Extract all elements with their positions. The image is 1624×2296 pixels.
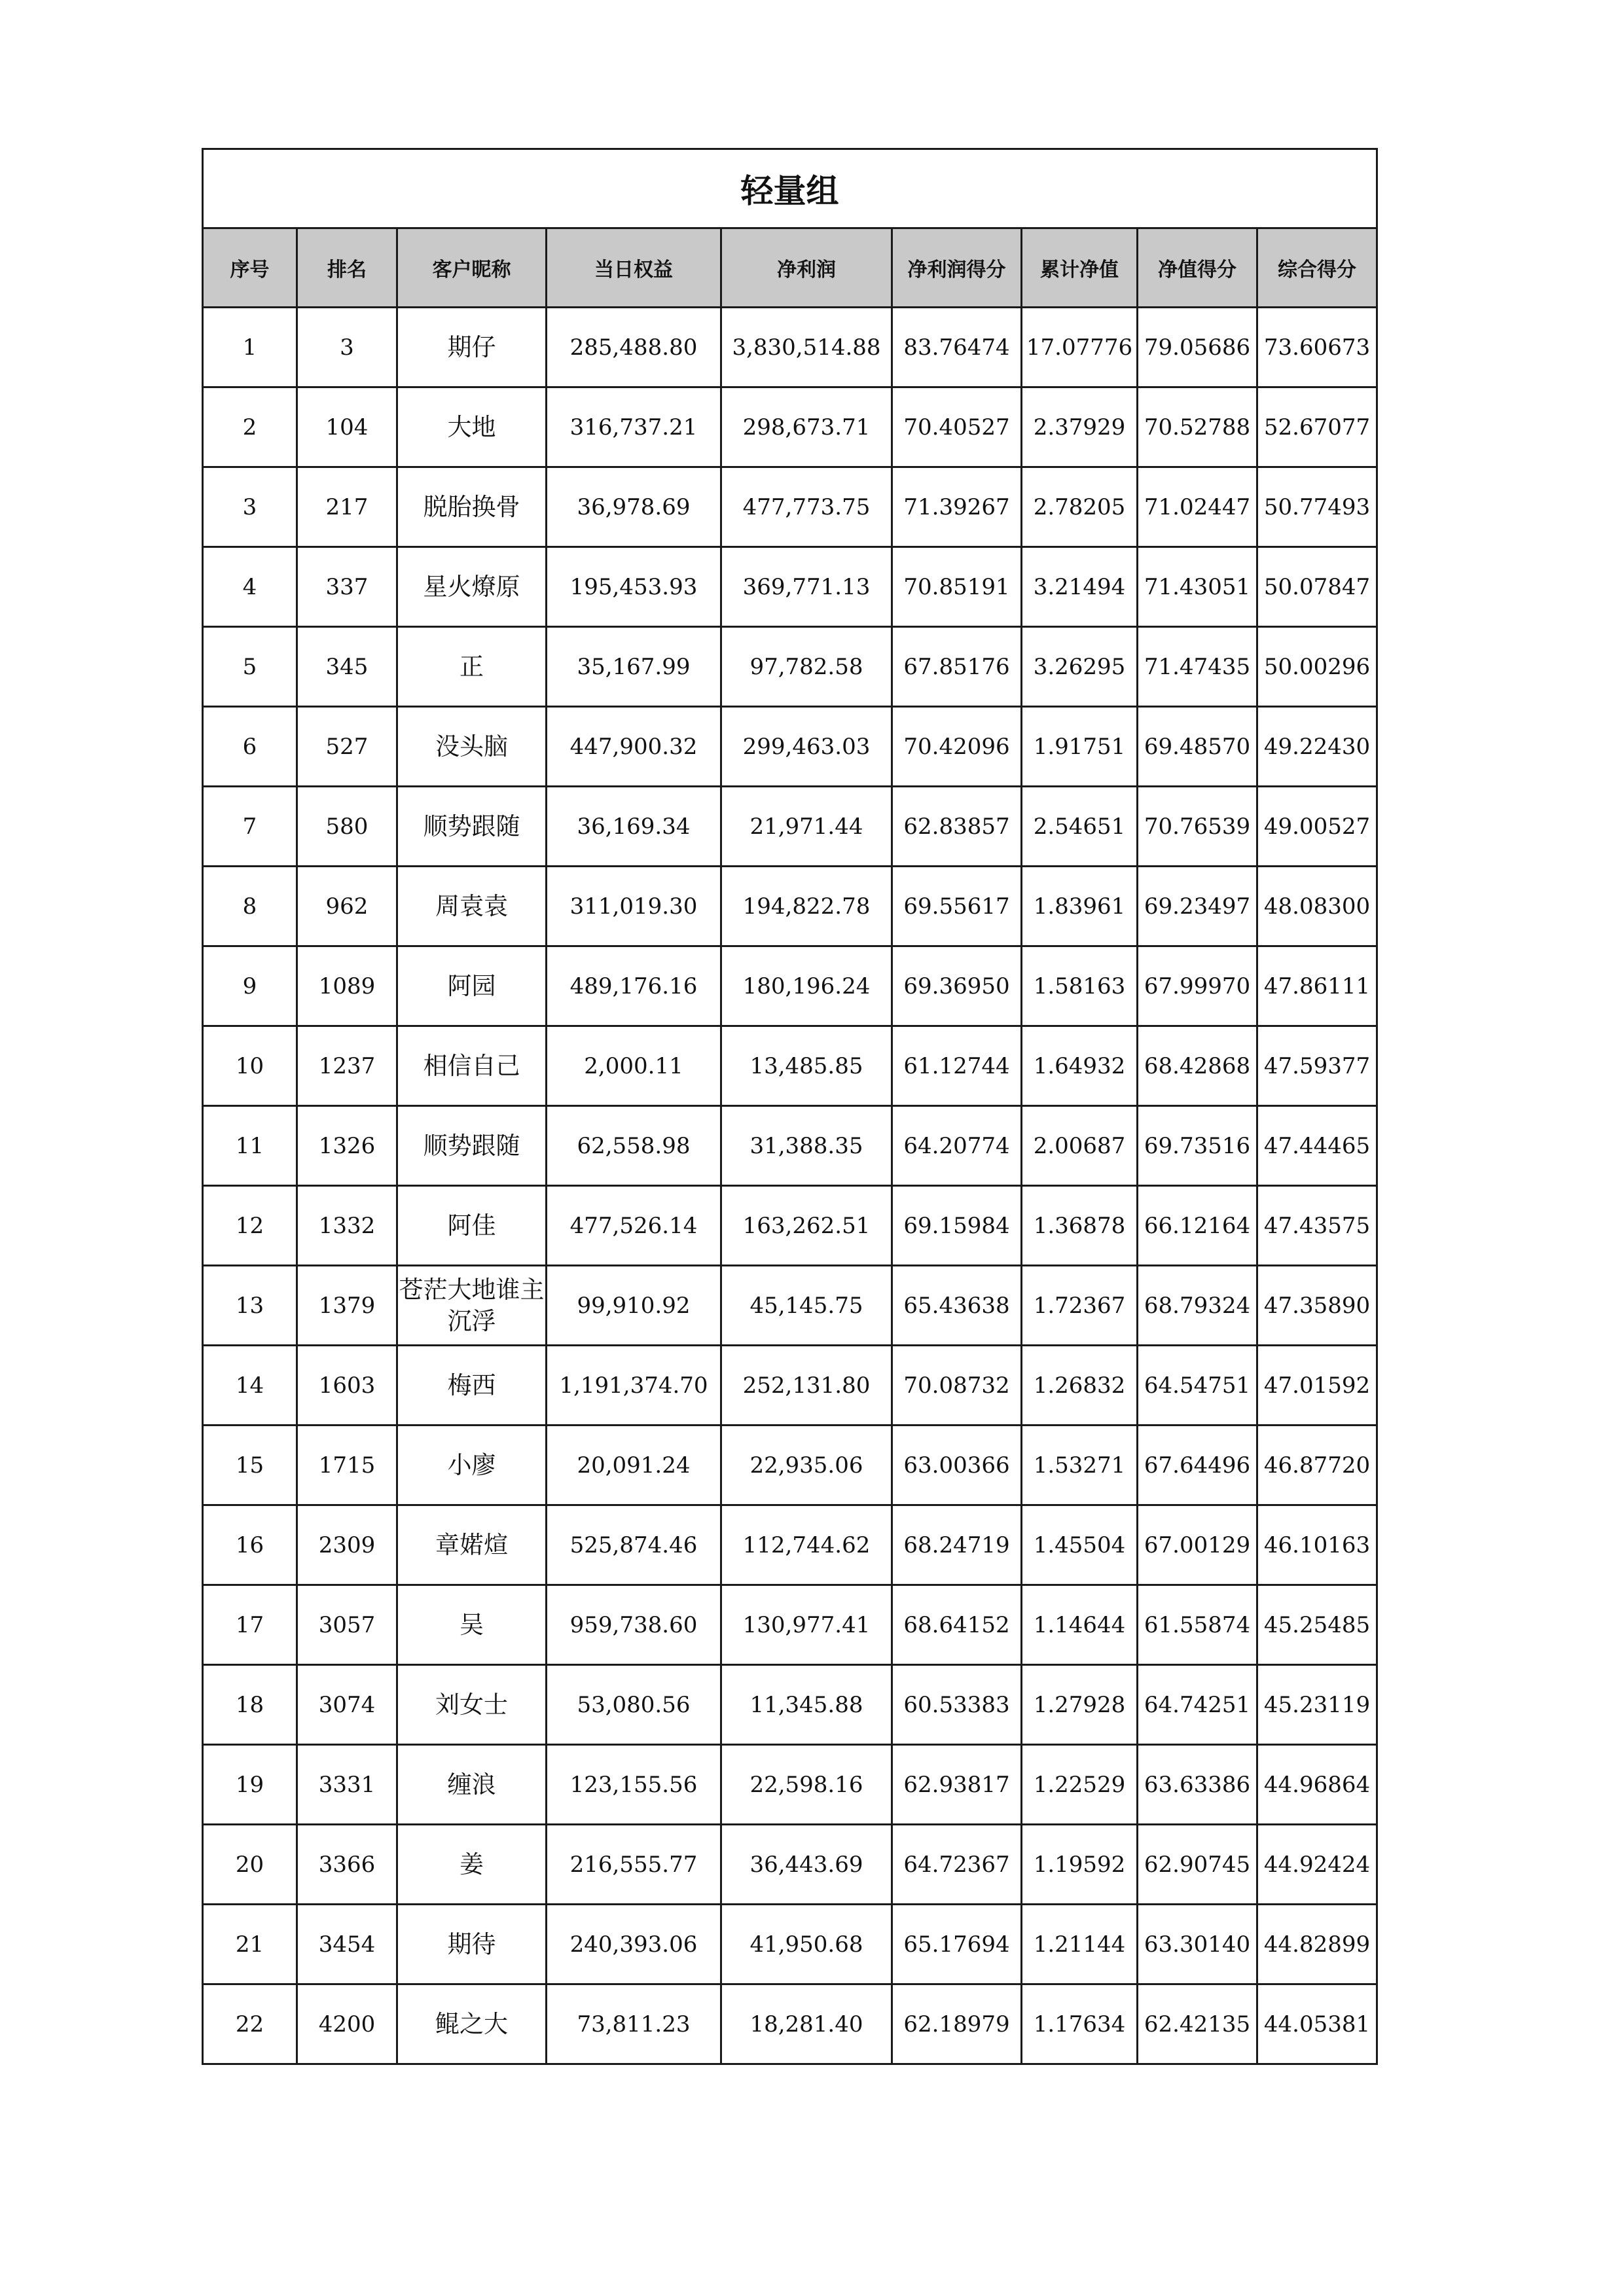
cell-net-profit-score: 61.12744 — [892, 1026, 1022, 1106]
cell-rank: 1379 — [297, 1266, 397, 1346]
table-row — [203, 1426, 1377, 1505]
cell-net-profit: 41,950.68 — [721, 1905, 892, 1984]
table-header-row — [203, 228, 1377, 308]
cell-index: 17 — [203, 1585, 297, 1665]
table-title: 轻量组 — [203, 149, 1377, 228]
cell-daily-equity: 36,169.34 — [547, 787, 721, 867]
cell-nickname: 大地 — [397, 387, 547, 467]
table-row — [203, 1505, 1377, 1585]
cell-net-profit-score: 64.20774 — [892, 1106, 1022, 1186]
cell-cumulative-nav: 1.27928 — [1022, 1665, 1138, 1745]
cell-net-profit: 11,345.88 — [721, 1665, 892, 1745]
cell-net-profit-score: 70.08732 — [892, 1346, 1022, 1426]
cell-rank: 3 — [297, 308, 397, 387]
cell-daily-equity: 316,737.21 — [547, 387, 721, 467]
cell-nav-score: 62.90745 — [1138, 1825, 1257, 1905]
cell-cumulative-nav: 3.26295 — [1022, 627, 1138, 707]
cell-net-profit-score: 62.83857 — [892, 787, 1022, 867]
cell-net-profit: 22,935.06 — [721, 1426, 892, 1505]
cell-cumulative-nav: 1.14644 — [1022, 1585, 1138, 1665]
cell-overall-score: 49.00527 — [1257, 787, 1377, 867]
cell-net-profit-score: 68.64152 — [892, 1585, 1022, 1665]
column-header-net-profit-score: 净利润得分 — [892, 228, 1022, 308]
cell-daily-equity: 99,910.92 — [547, 1266, 721, 1346]
cell-rank: 1237 — [297, 1026, 397, 1106]
cell-index: 18 — [203, 1665, 297, 1745]
cell-cumulative-nav: 1.19592 — [1022, 1825, 1138, 1905]
cell-cumulative-nav: 1.53271 — [1022, 1426, 1138, 1505]
cell-overall-score: 46.10163 — [1257, 1505, 1377, 1585]
cell-rank: 580 — [297, 787, 397, 867]
table-row — [203, 1984, 1377, 2064]
cell-nav-score: 62.42135 — [1138, 1984, 1257, 2064]
cell-rank: 1603 — [297, 1346, 397, 1426]
table-row — [203, 787, 1377, 867]
cell-net-profit: 18,281.40 — [721, 1984, 892, 2064]
cell-net-profit-score: 65.43638 — [892, 1266, 1022, 1346]
cell-daily-equity: 195,453.93 — [547, 547, 721, 627]
cell-net-profit-score: 69.36950 — [892, 946, 1022, 1026]
cell-overall-score: 50.77493 — [1257, 467, 1377, 547]
cell-nickname: 星火燎原 — [397, 547, 547, 627]
cell-cumulative-nav: 1.91751 — [1022, 707, 1138, 787]
cell-nav-score: 64.74251 — [1138, 1665, 1257, 1745]
cell-rank: 1089 — [297, 946, 397, 1026]
cell-rank: 104 — [297, 387, 397, 467]
cell-nickname: 正 — [397, 627, 547, 707]
cell-nav-score: 68.79324 — [1138, 1266, 1257, 1346]
cell-rank: 4200 — [297, 1984, 397, 2064]
cell-index: 10 — [203, 1026, 297, 1106]
cell-nav-score: 79.05686 — [1138, 308, 1257, 387]
cell-nickname: 阿佳 — [397, 1186, 547, 1266]
cell-daily-equity: 35,167.99 — [547, 627, 721, 707]
cell-index: 14 — [203, 1346, 297, 1426]
cell-nav-score: 69.73516 — [1138, 1106, 1257, 1186]
cell-overall-score: 47.86111 — [1257, 946, 1377, 1026]
cell-nav-score: 67.64496 — [1138, 1426, 1257, 1505]
cell-cumulative-nav: 1.21144 — [1022, 1905, 1138, 1984]
table-row — [203, 1905, 1377, 1984]
cell-overall-score: 46.87720 — [1257, 1426, 1377, 1505]
cell-rank: 1326 — [297, 1106, 397, 1186]
cell-nickname: 周袁袁 — [397, 867, 547, 946]
cell-index: 19 — [203, 1745, 297, 1825]
cell-nickname: 章婼煊 — [397, 1505, 547, 1585]
cell-daily-equity: 73,811.23 — [547, 1984, 721, 2064]
cell-net-profit-score: 83.76474 — [892, 308, 1022, 387]
cell-index: 7 — [203, 787, 297, 867]
table-row — [203, 1745, 1377, 1825]
cell-net-profit: 36,443.69 — [721, 1825, 892, 1905]
cell-net-profit: 97,782.58 — [721, 627, 892, 707]
cell-overall-score: 47.01592 — [1257, 1346, 1377, 1426]
table-title-row — [203, 149, 1377, 228]
cell-index: 4 — [203, 547, 297, 627]
table-row — [203, 867, 1377, 946]
cell-net-profit-score: 71.39267 — [892, 467, 1022, 547]
cell-daily-equity: 36,978.69 — [547, 467, 721, 547]
cell-net-profit: 21,971.44 — [721, 787, 892, 867]
cell-index: 12 — [203, 1186, 297, 1266]
cell-index: 2 — [203, 387, 297, 467]
table-row — [203, 467, 1377, 547]
cell-cumulative-nav: 1.26832 — [1022, 1346, 1138, 1426]
cell-rank: 1332 — [297, 1186, 397, 1266]
cell-rank: 3074 — [297, 1665, 397, 1745]
cell-net-profit: 13,485.85 — [721, 1026, 892, 1106]
cell-index: 13 — [203, 1266, 297, 1346]
cell-cumulative-nav: 1.83961 — [1022, 867, 1138, 946]
cell-overall-score: 44.92424 — [1257, 1825, 1377, 1905]
cell-index: 6 — [203, 707, 297, 787]
cell-cumulative-nav: 2.54651 — [1022, 787, 1138, 867]
cell-net-profit-score: 64.72367 — [892, 1825, 1022, 1905]
cell-cumulative-nav: 1.22529 — [1022, 1745, 1138, 1825]
cell-cumulative-nav: 2.78205 — [1022, 467, 1138, 547]
cell-nav-score: 71.43051 — [1138, 547, 1257, 627]
cell-nickname: 缠浪 — [397, 1745, 547, 1825]
cell-daily-equity: 525,874.46 — [547, 1505, 721, 1585]
cell-net-profit: 477,773.75 — [721, 467, 892, 547]
cell-overall-score: 44.96864 — [1257, 1745, 1377, 1825]
cell-net-profit: 22,598.16 — [721, 1745, 892, 1825]
cell-net-profit: 298,673.71 — [721, 387, 892, 467]
cell-net-profit-score: 69.15984 — [892, 1186, 1022, 1266]
cell-nickname: 期待 — [397, 1905, 547, 1984]
cell-cumulative-nav: 2.00687 — [1022, 1106, 1138, 1186]
column-header-nickname: 客户昵称 — [397, 228, 547, 308]
cell-net-profit: 112,744.62 — [721, 1505, 892, 1585]
cell-net-profit: 31,388.35 — [721, 1106, 892, 1186]
cell-net-profit: 194,822.78 — [721, 867, 892, 946]
cell-nav-score: 70.76539 — [1138, 787, 1257, 867]
cell-nickname: 顺势跟随 — [397, 1106, 547, 1186]
cell-overall-score: 49.22430 — [1257, 707, 1377, 787]
cell-net-profit-score: 63.00366 — [892, 1426, 1022, 1505]
cell-overall-score: 44.82899 — [1257, 1905, 1377, 1984]
cell-daily-equity: 62,558.98 — [547, 1106, 721, 1186]
cell-daily-equity: 447,900.32 — [547, 707, 721, 787]
cell-overall-score: 50.07847 — [1257, 547, 1377, 627]
cell-net-profit-score: 67.85176 — [892, 627, 1022, 707]
table-row — [203, 1026, 1377, 1106]
table-row — [203, 627, 1377, 707]
table-row — [203, 1266, 1377, 1346]
cell-nav-score: 61.55874 — [1138, 1585, 1257, 1665]
cell-net-profit: 180,196.24 — [721, 946, 892, 1026]
cell-daily-equity: 20,091.24 — [547, 1426, 721, 1505]
cell-daily-equity: 489,176.16 — [547, 946, 721, 1026]
cell-rank: 217 — [297, 467, 397, 547]
cell-nickname: 期仔 — [397, 308, 547, 387]
cell-net-profit-score: 70.85191 — [892, 547, 1022, 627]
cell-nickname: 脱胎换骨 — [397, 467, 547, 547]
cell-net-profit: 45,145.75 — [721, 1266, 892, 1346]
cell-daily-equity: 477,526.14 — [547, 1186, 721, 1266]
cell-overall-score: 73.60673 — [1257, 308, 1377, 387]
cell-index: 8 — [203, 867, 297, 946]
ranking-table — [202, 148, 1378, 2065]
cell-overall-score: 48.08300 — [1257, 867, 1377, 946]
column-header-rank: 排名 — [297, 228, 397, 308]
cell-index: 3 — [203, 467, 297, 547]
cell-net-profit-score: 60.53383 — [892, 1665, 1022, 1745]
cell-overall-score: 47.44465 — [1257, 1106, 1377, 1186]
cell-daily-equity: 53,080.56 — [547, 1665, 721, 1745]
table-row — [203, 387, 1377, 467]
cell-index: 21 — [203, 1905, 297, 1984]
cell-nav-score: 70.52788 — [1138, 387, 1257, 467]
cell-cumulative-nav: 17.07776 — [1022, 308, 1138, 387]
column-header-nav-score: 净值得分 — [1138, 228, 1257, 308]
cell-net-profit-score: 62.93817 — [892, 1745, 1022, 1825]
cell-daily-equity: 240,393.06 — [547, 1905, 721, 1984]
cell-cumulative-nav: 1.45504 — [1022, 1505, 1138, 1585]
cell-rank: 3057 — [297, 1585, 397, 1665]
cell-index: 5 — [203, 627, 297, 707]
cell-net-profit-score: 68.24719 — [892, 1505, 1022, 1585]
cell-index: 11 — [203, 1106, 297, 1186]
cell-nickname: 梅西 — [397, 1346, 547, 1426]
cell-daily-equity: 311,019.30 — [547, 867, 721, 946]
cell-net-profit-score: 70.40527 — [892, 387, 1022, 467]
cell-nav-score: 63.63386 — [1138, 1745, 1257, 1825]
cell-index: 9 — [203, 946, 297, 1026]
table-row — [203, 308, 1377, 387]
table-row — [203, 1106, 1377, 1186]
cell-rank: 2309 — [297, 1505, 397, 1585]
column-header-index: 序号 — [203, 228, 297, 308]
cell-daily-equity: 2,000.11 — [547, 1026, 721, 1106]
cell-cumulative-nav: 2.37929 — [1022, 387, 1138, 467]
cell-nickname: 小廖 — [397, 1426, 547, 1505]
cell-index: 15 — [203, 1426, 297, 1505]
cell-net-profit-score: 69.55617 — [892, 867, 1022, 946]
cell-daily-equity: 1,191,374.70 — [547, 1346, 721, 1426]
cell-daily-equity: 959,738.60 — [547, 1585, 721, 1665]
cell-nickname: 阿园 — [397, 946, 547, 1026]
cell-nav-score: 69.23497 — [1138, 867, 1257, 946]
cell-net-profit-score: 70.42096 — [892, 707, 1022, 787]
cell-rank: 527 — [297, 707, 397, 787]
cell-overall-score: 44.05381 — [1257, 1984, 1377, 2064]
cell-nav-score: 71.02447 — [1138, 467, 1257, 547]
cell-nickname: 刘女士 — [397, 1665, 547, 1745]
cell-net-profit: 3,830,514.88 — [721, 308, 892, 387]
cell-overall-score: 47.43575 — [1257, 1186, 1377, 1266]
cell-nickname: 顺势跟随 — [397, 787, 547, 867]
cell-cumulative-nav: 1.36878 — [1022, 1186, 1138, 1266]
cell-net-profit: 163,262.51 — [721, 1186, 892, 1266]
cell-cumulative-nav: 1.72367 — [1022, 1266, 1138, 1346]
column-header-cumulative-nav: 累计净值 — [1022, 228, 1138, 308]
cell-cumulative-nav: 1.17634 — [1022, 1984, 1138, 2064]
cell-net-profit: 252,131.80 — [721, 1346, 892, 1426]
cell-nickname: 鲲之大 — [397, 1984, 547, 2064]
cell-overall-score: 47.35890 — [1257, 1266, 1377, 1346]
cell-index: 20 — [203, 1825, 297, 1905]
cell-rank: 3454 — [297, 1905, 397, 1984]
cell-nav-score: 67.99970 — [1138, 946, 1257, 1026]
cell-index: 22 — [203, 1984, 297, 2064]
cell-nickname: 相信自己 — [397, 1026, 547, 1106]
cell-rank: 962 — [297, 867, 397, 946]
cell-net-profit: 299,463.03 — [721, 707, 892, 787]
cell-net-profit-score: 65.17694 — [892, 1905, 1022, 1984]
cell-rank: 337 — [297, 547, 397, 627]
cell-net-profit-score: 62.18979 — [892, 1984, 1022, 2064]
cell-nav-score: 63.30140 — [1138, 1905, 1257, 1984]
column-header-overall-score: 综合得分 — [1257, 228, 1377, 308]
cell-overall-score: 52.67077 — [1257, 387, 1377, 467]
cell-nickname: 苍茫大地谁主沉浮 — [397, 1266, 547, 1346]
column-header-daily-equity: 当日权益 — [547, 228, 721, 308]
cell-nav-score: 69.48570 — [1138, 707, 1257, 787]
cell-daily-equity: 285,488.80 — [547, 308, 721, 387]
table-row — [203, 1346, 1377, 1426]
table-row — [203, 1585, 1377, 1665]
cell-net-profit: 130,977.41 — [721, 1585, 892, 1665]
cell-overall-score: 50.00296 — [1257, 627, 1377, 707]
cell-nav-score: 64.54751 — [1138, 1346, 1257, 1426]
cell-cumulative-nav: 1.58163 — [1022, 946, 1138, 1026]
table-row — [203, 1825, 1377, 1905]
cell-overall-score: 45.23119 — [1257, 1665, 1377, 1745]
cell-nav-score: 71.47435 — [1138, 627, 1257, 707]
cell-nickname: 没头脑 — [397, 707, 547, 787]
column-header-net-profit: 净利润 — [721, 228, 892, 308]
cell-rank: 3331 — [297, 1745, 397, 1825]
cell-rank: 345 — [297, 627, 397, 707]
cell-overall-score: 45.25485 — [1257, 1585, 1377, 1665]
table-row — [203, 1665, 1377, 1745]
table-row — [203, 1186, 1377, 1266]
cell-index: 1 — [203, 308, 297, 387]
cell-daily-equity: 123,155.56 — [547, 1745, 721, 1825]
cell-net-profit: 369,771.13 — [721, 547, 892, 627]
cell-nickname: 姜 — [397, 1825, 547, 1905]
table-row — [203, 547, 1377, 627]
cell-daily-equity: 216,555.77 — [547, 1825, 721, 1905]
cell-nav-score: 67.00129 — [1138, 1505, 1257, 1585]
cell-nav-score: 66.12164 — [1138, 1186, 1257, 1266]
cell-rank: 1715 — [297, 1426, 397, 1505]
cell-nickname: 吴 — [397, 1585, 547, 1665]
cell-overall-score: 47.59377 — [1257, 1026, 1377, 1106]
table-row — [203, 707, 1377, 787]
cell-nav-score: 68.42868 — [1138, 1026, 1257, 1106]
cell-index: 16 — [203, 1505, 297, 1585]
cell-cumulative-nav: 3.21494 — [1022, 547, 1138, 627]
cell-rank: 3366 — [297, 1825, 397, 1905]
table-row — [203, 946, 1377, 1026]
cell-cumulative-nav: 1.64932 — [1022, 1026, 1138, 1106]
table-body — [203, 308, 1377, 2064]
